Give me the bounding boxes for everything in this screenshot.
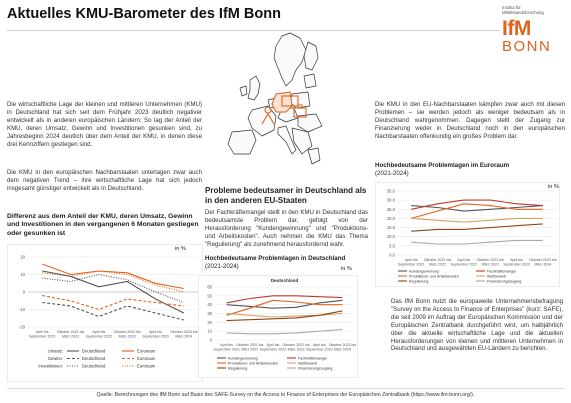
- center-heading: Probleme bedeutsamer in Deutschland als in den anderen EU-Staaten: [205, 186, 367, 205]
- x-tick-label: September 2021: [28, 334, 56, 339]
- x-tick-label: März 2023: [287, 347, 305, 352]
- x-tick-label: März 2022: [429, 262, 446, 267]
- center-chart-box: [198, 275, 358, 378]
- x-tick-label: September 2021: [397, 262, 425, 267]
- left-chart-unit: in %: [175, 246, 186, 252]
- x-tick-label: April bis: [404, 258, 418, 262]
- series-line: [227, 311, 343, 321]
- legend-label: Wettbewerb: [298, 361, 318, 366]
- right-paragraph-1: Die KMU in den EU-Nachbarstaaten kämpfen zwar auch mit diesen Problemen – sie werden jedoch als weniger bedeutsam als in Deutschland wahrgenommen. Dagegen stellt der Zugang zur Finanzierung weder in Deutschland noch in den europäischen Nachbarstaaten offenkundig ein großes Problem dar.: [375, 101, 565, 140]
- series-line: [411, 206, 543, 212]
- chart-title: Deutschland: [270, 278, 299, 283]
- logo-institute-line2: Mittelstandsforschung: [502, 10, 544, 15]
- center-paragraph: Der Fachkräftemangel stellt in den KMU in Deutschland das bedeutsamste Problem dar, gefolgt von der Herausforderung "Kundengewinnung" und "Produktions- und Arbeitskosten". Auch nehmen die KMU das Thema "Regulierung" als zunehmend herausfordernd wahr.: [205, 209, 368, 248]
- x-tick-label: September 2022: [85, 334, 113, 339]
- right-chart-heading-text: Hochbedeutsame Problemlagen im Euroraum: [375, 162, 510, 169]
- center-chart-heading: [205, 255, 368, 263]
- legend-label: Euroraum: [137, 348, 156, 354]
- x-tick-label: September 2021: [213, 347, 240, 352]
- y-tick-label: 30: [207, 311, 212, 316]
- y-tick-label: 40: [207, 302, 212, 308]
- left-line-chart: [8, 245, 204, 383]
- x-tick-label: Oktober 2021 bis: [236, 343, 264, 347]
- x-tick-label: September 2023: [503, 262, 530, 267]
- x-tick-label: Oktober 2021 bis: [56, 330, 85, 334]
- x-tick-label: März 2023: [118, 334, 136, 339]
- y-tick-label: 10: [207, 328, 212, 334]
- series-line: [42, 275, 184, 303]
- x-tick-label: März 2022: [62, 334, 79, 339]
- legend-label: Kundengewinnung: [409, 269, 439, 274]
- right-chart-unit: in %: [548, 184, 559, 190]
- europe-map: [212, 28, 352, 178]
- y-tick-label: 0: [209, 337, 212, 343]
- center-chart-heading-text: Hochbedeutsame Problemlagen in Deutschland: [205, 255, 346, 262]
- map-iberia: [228, 130, 256, 154]
- y-tick-label: 0: [22, 289, 25, 295]
- y-tick-label: 10: [20, 272, 25, 277]
- map-ireland: [240, 86, 247, 96]
- y-tick-label: 25.0: [386, 206, 395, 212]
- y-tick-label: 60: [207, 284, 212, 290]
- map-scandinavia: [274, 33, 306, 86]
- series-line: [42, 271, 184, 292]
- map-greece: [308, 148, 320, 164]
- series-line: [42, 303, 184, 321]
- x-tick-label: April bis: [149, 330, 162, 334]
- legend-label: Regulierung: [228, 366, 248, 371]
- x-tick-label: April bis: [312, 343, 326, 347]
- x-tick-label: Oktober 2023 bis: [170, 330, 198, 334]
- legend-label: Deutschland: [82, 348, 106, 354]
- footer-divider: [7, 388, 564, 389]
- x-tick-label: April bis: [220, 343, 233, 347]
- y-tick-label: 50: [207, 293, 212, 299]
- series-line: [411, 204, 543, 219]
- x-tick-label: Oktober 2021 bis: [423, 258, 452, 262]
- right-paragraph-2: Das IfM Bonn nutzt die europaweite Unternehmensbefragung "Survey on the Access to Finance of Enterprises" (kurz: SAFE), die seit 2009 im Auftrag der Europäischen Kommission und der Europäischen Zentralbank durchgeführt wird, um halbjährlich über die aktuelle wirtschaftliche Lage und die aktuellen Herausforderungen von kleinen und mittleren Unternehmen in Deutschland und ausgewählten EU-Ländern zu berichten.: [391, 298, 563, 353]
- center-chart-years: (2021-2024): [205, 263, 239, 270]
- left-chart-heading: Differenz aus dem Anteil der KMU, deren Umsatz, Gewinn und Investitionen in den vergangenen 6 Monaten gestiegen oder gesunken ist: [7, 213, 199, 237]
- y-tick-label: 20: [20, 254, 25, 260]
- y-tick-label: 20: [207, 319, 212, 325]
- footer-source: Quelle: Berechnungen des IfM Bonn auf Basis des SAFE-Survey on the Access to Finance of Enterprises der Europäischen Zentralbank (https://www.ifm-bonn.org/).: [96, 392, 475, 398]
- x-tick-label: Oktober 2022 bis: [282, 343, 310, 347]
- y-tick-label: 0.0: [389, 252, 395, 258]
- legend-label: Euroraum: [137, 363, 156, 369]
- x-tick-label: April bis: [266, 343, 280, 347]
- logo-institute-line1: Institut für: [502, 5, 521, 10]
- y-tick-label: 35.0: [386, 188, 395, 194]
- x-tick-label: März 2022: [241, 347, 259, 352]
- x-tick-label: April bis: [457, 258, 471, 262]
- x-tick-label: April bis: [35, 330, 49, 334]
- y-tick-label: 5.0: [389, 243, 395, 249]
- x-tick-label: Oktober 2022 bis: [476, 258, 504, 262]
- legend-group-label: Investitionen:: [38, 363, 63, 369]
- center-line-chart: [199, 276, 359, 379]
- x-tick-label: April bis: [510, 258, 523, 262]
- legend-label: Kundengewinnung: [228, 356, 258, 361]
- x-tick-label: März 2023: [481, 262, 499, 267]
- x-tick-label: März 2024: [333, 347, 351, 352]
- legend-label: Produktions- und Arbeitskosten: [228, 361, 278, 366]
- right-chart-box: [375, 182, 560, 287]
- y-tick-label: 10.0: [386, 234, 395, 240]
- legend-label: Deutschland: [82, 363, 106, 369]
- legend-label: Deutschland: [82, 356, 106, 361]
- legend-label: Wettbewerb: [487, 274, 507, 279]
- right-line-chart: [376, 183, 561, 288]
- x-tick-label: März 2024: [534, 262, 552, 267]
- legend-label: Finanzierungszugang: [298, 366, 333, 371]
- x-tick-label: September 2022: [259, 347, 287, 352]
- y-tick-label: -20: [18, 324, 25, 330]
- y-tick-label: 15.0: [386, 225, 395, 231]
- series-line: [411, 218, 543, 222]
- x-tick-label: September 2022: [450, 262, 478, 267]
- series-line: [227, 329, 343, 333]
- map-finland: [304, 42, 318, 70]
- x-tick-label: März 2024: [175, 334, 193, 339]
- left-chart-box: [7, 244, 203, 382]
- legend-label: Finanzierungszugang: [487, 279, 522, 284]
- x-tick-label: Oktober 2022 bis: [113, 330, 141, 334]
- x-tick-label: Oktober 2023 bis: [529, 258, 557, 262]
- logo-brand: IfM: [502, 17, 531, 40]
- x-tick-label: April bis: [92, 330, 106, 334]
- page-title: Aktuelles KMU-Barometer des IfM Bonn: [7, 6, 281, 22]
- right-chart-heading: [375, 162, 565, 170]
- legend-label: Fachkräftemangel: [298, 356, 327, 361]
- y-tick-label: 20.0: [386, 215, 395, 221]
- legend-label: Fachkräftemangel: [487, 269, 516, 274]
- x-tick-label: September 2023: [142, 334, 169, 339]
- y-tick-label: 30.0: [386, 197, 395, 203]
- center-chart-unit: in %: [341, 266, 352, 272]
- left-paragraph-1: Die wirtschaftliche Lage der kleinen und mittleren Unternehmen (KMU) in Deutschland hat sich seit dem Frühjahr 2023 deutlich negativer entwickelt als in anderen europäischen Ländern: So lag der Anteil der KMU, deren Umsatz, Gewinn und Investitionen gesunken sind, zu Jahresbeginn 2024 deutlich über dem Anteil der KMU, in denen diese drei Kennziffern gestiegen sind.: [7, 101, 202, 148]
- legend-group-label: Gewinn:: [47, 356, 63, 361]
- x-tick-label: Oktober 2023 bis: [328, 343, 357, 347]
- legend-label: Produktions- und Arbeitskosten: [409, 274, 459, 279]
- map-uk: [248, 76, 260, 100]
- left-paragraph-2: Die KMU in den europäischen Nachbarstaaten unterlagen zwar auch dem negativen Trend – ihre wirtschaftliche Lage hat sich jedoch insgesamt günstiger entwickelt als in Deutschland.: [7, 169, 202, 192]
- legend-group-label: Umsatz:: [47, 348, 63, 354]
- legend-label: Regulierung: [409, 279, 429, 284]
- ifm-logo: [502, 5, 564, 77]
- map-baltics: [304, 74, 316, 88]
- logo-city: BONN: [502, 38, 552, 55]
- legend-label: Euroraum: [137, 356, 156, 361]
- series-line: [411, 240, 543, 244]
- x-tick-label: September 2023: [305, 347, 333, 352]
- y-tick-label: -10: [18, 307, 25, 312]
- series-line: [42, 264, 184, 289]
- right-chart-years: (2021-2024): [375, 170, 409, 177]
